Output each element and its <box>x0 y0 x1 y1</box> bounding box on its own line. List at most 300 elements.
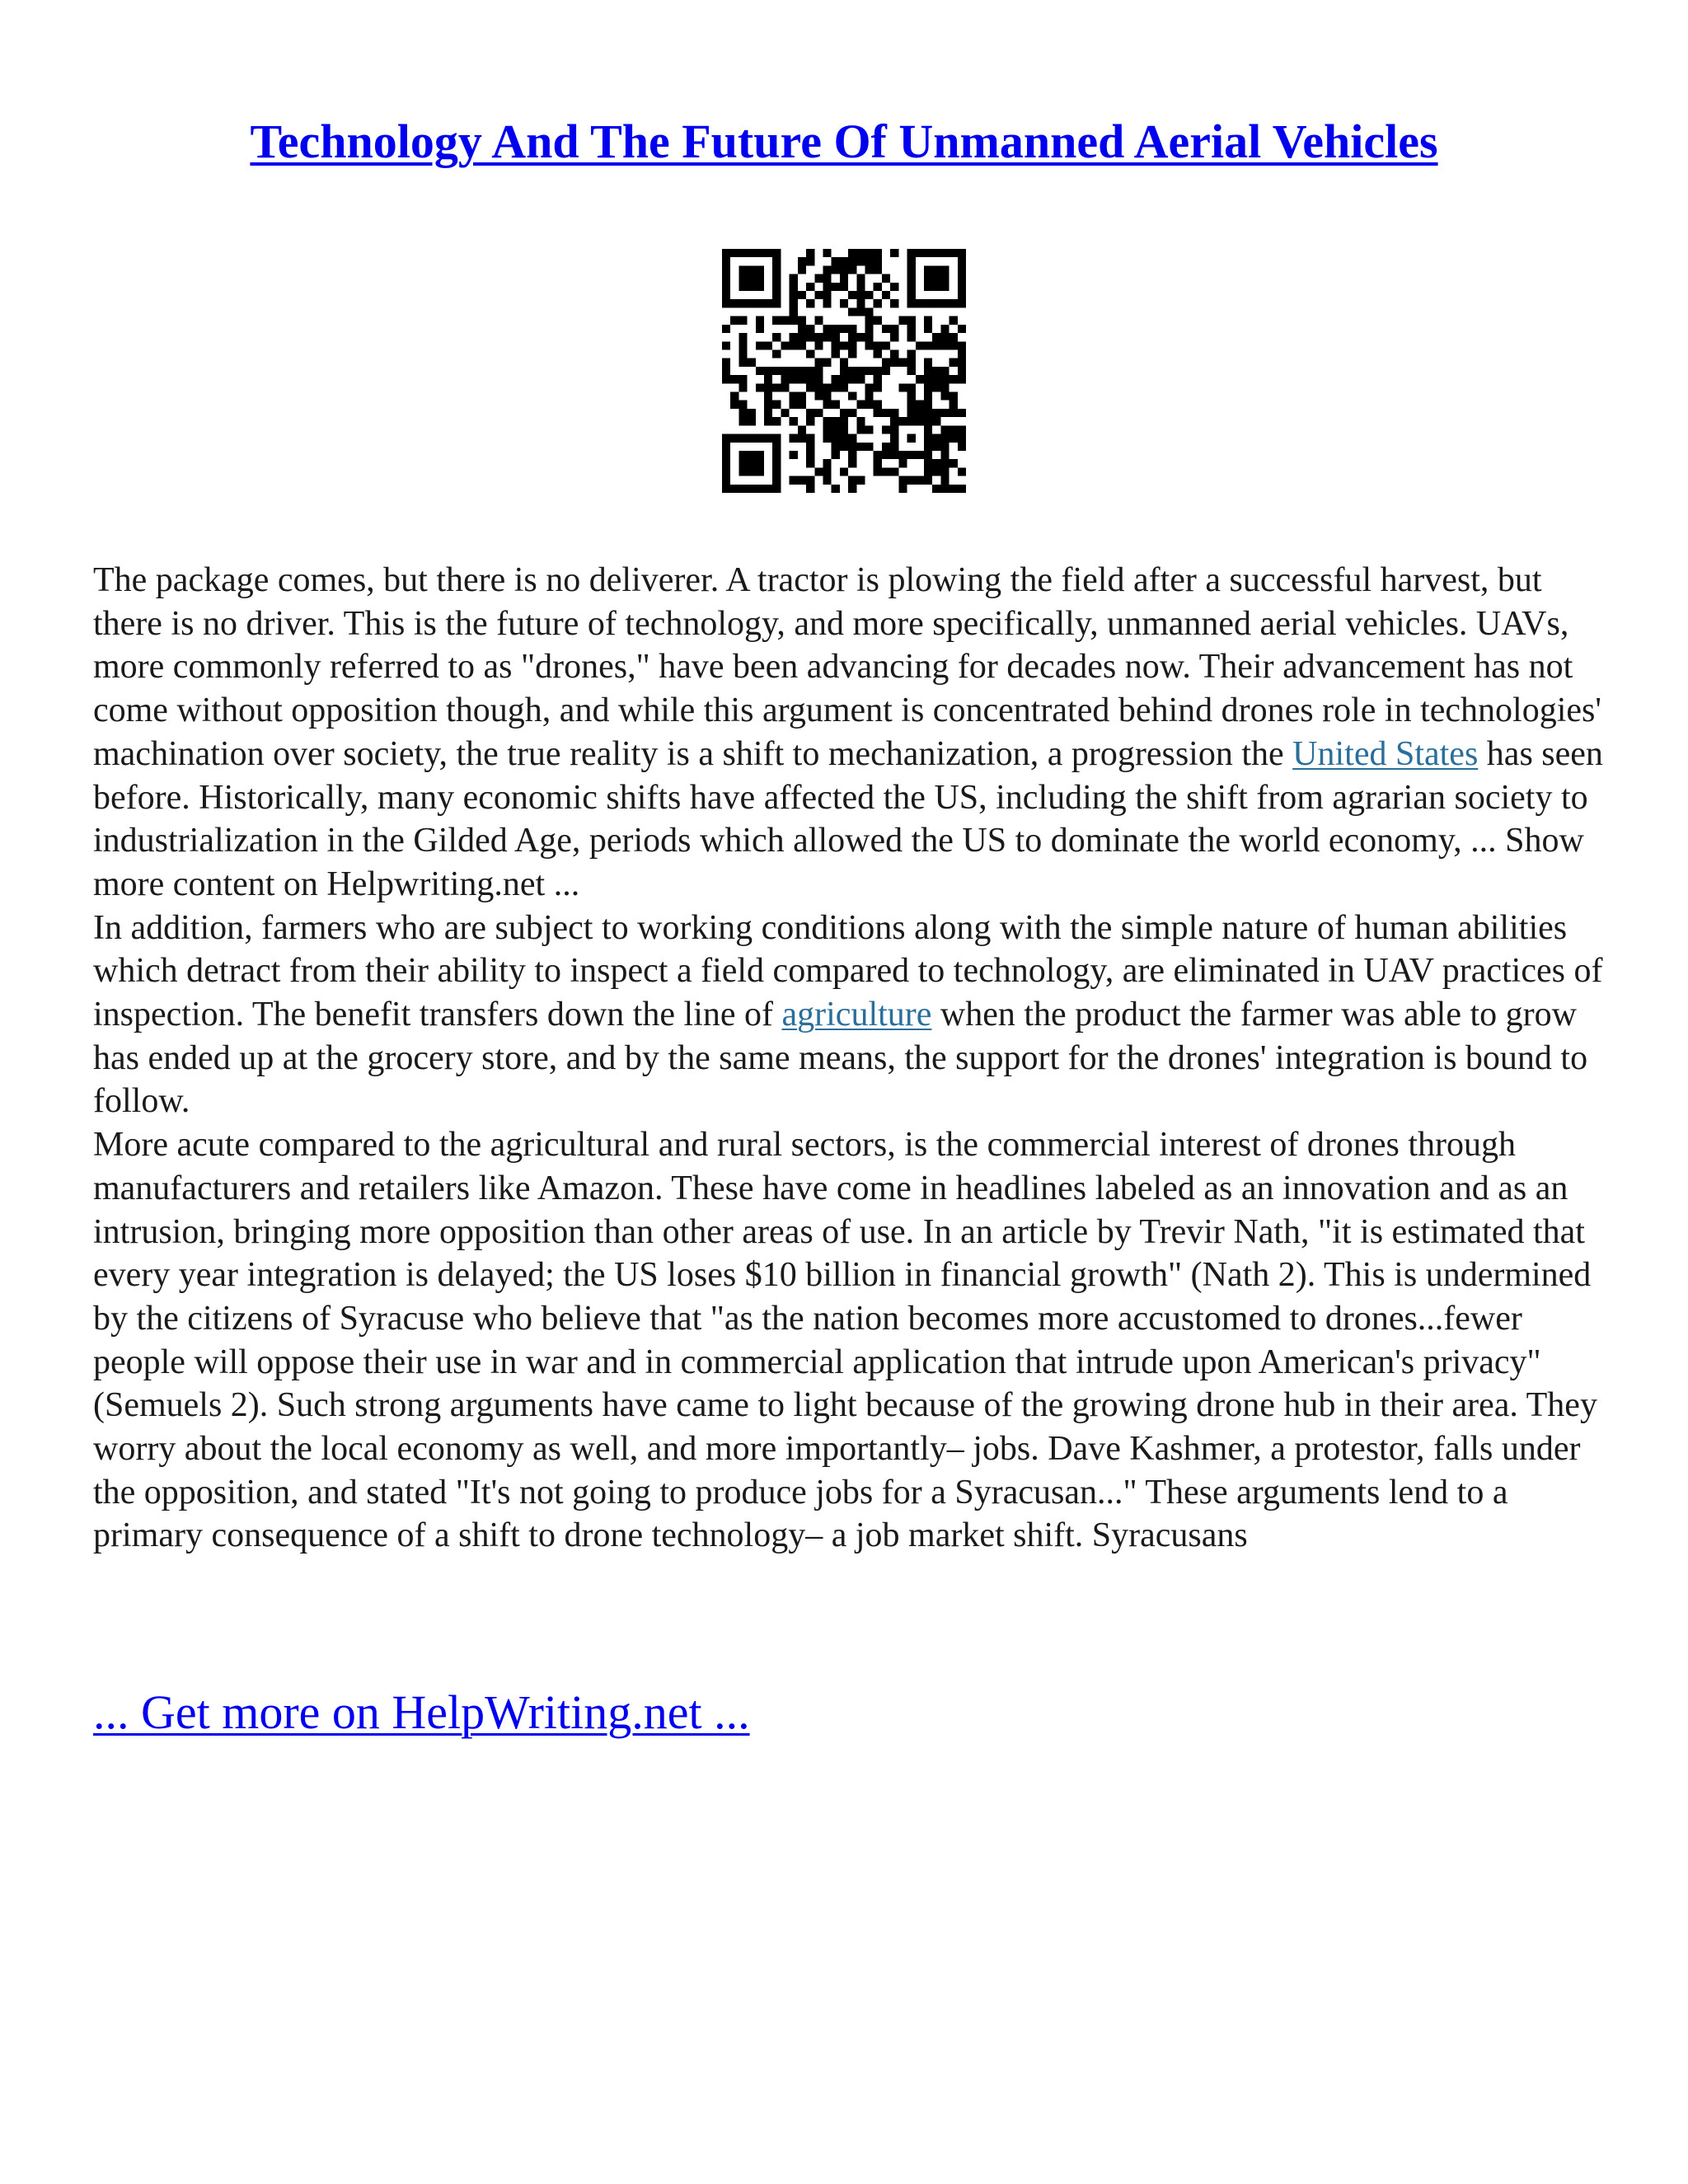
qr-module <box>848 291 856 299</box>
qr-module <box>823 325 831 333</box>
qr-module <box>907 359 916 367</box>
qr-module <box>874 257 882 265</box>
qr-module <box>806 409 814 417</box>
qr-module <box>940 375 949 383</box>
qr-module <box>772 316 781 325</box>
qr-module <box>865 257 874 265</box>
qr-module <box>790 392 798 401</box>
qr-module <box>848 325 856 333</box>
qr-module <box>832 443 840 451</box>
qr-module <box>848 476 856 485</box>
qr-module <box>865 333 874 341</box>
qr-module <box>823 459 831 467</box>
qr-finder-top-right <box>907 249 966 307</box>
qr-module <box>865 425 874 434</box>
qr-module <box>865 325 874 333</box>
qr-module <box>806 333 814 341</box>
qr-module <box>772 401 781 409</box>
qr-module <box>848 459 856 467</box>
qr-module <box>798 341 806 349</box>
qr-module <box>882 451 890 459</box>
qr-module <box>856 443 865 451</box>
qr-module <box>932 383 940 391</box>
qr-module <box>898 316 907 325</box>
qr-module <box>865 291 874 299</box>
qr-module <box>772 349 781 358</box>
qr-module <box>790 476 798 485</box>
qr-module <box>832 283 840 291</box>
qr-module <box>940 467 949 476</box>
qr-module <box>764 417 772 425</box>
qr-module <box>940 367 949 375</box>
qr-module <box>916 341 924 349</box>
qr-module <box>722 375 730 383</box>
qr-module <box>865 307 874 316</box>
qr-module <box>865 392 874 401</box>
qr-module <box>907 476 916 485</box>
qr-module <box>882 359 890 367</box>
qr-module <box>722 341 730 349</box>
qr-module <box>806 434 814 443</box>
qr-module <box>798 476 806 485</box>
qr-module <box>738 333 747 341</box>
qr-module <box>940 476 949 485</box>
qr-module <box>932 409 940 417</box>
qr-module <box>823 333 831 341</box>
qr-module <box>874 409 882 417</box>
qr-module <box>874 249 882 257</box>
qr-module <box>856 425 865 434</box>
qr-module <box>958 443 966 451</box>
qr-module <box>865 249 874 257</box>
qr-module <box>806 443 814 451</box>
qr-module <box>848 341 856 349</box>
qr-module <box>790 333 798 341</box>
qr-module <box>790 434 798 443</box>
qr-module <box>814 333 823 341</box>
qr-module <box>940 434 949 443</box>
qr-module <box>781 409 789 417</box>
qr-module <box>823 401 831 409</box>
qr-module <box>932 459 940 467</box>
qr-module <box>806 383 814 391</box>
qr-module <box>806 349 814 358</box>
qr-module <box>907 401 916 409</box>
qr-module <box>865 265 874 274</box>
qr-module <box>781 375 789 383</box>
qr-module <box>772 383 781 391</box>
qr-module <box>898 476 907 485</box>
paragraph-2 <box>93 907 1610 1124</box>
qr-module <box>840 265 848 274</box>
qr-module <box>840 467 848 476</box>
get-more-link[interactable]: ... Get more on HelpWriting.net ... <box>93 1685 750 1739</box>
qr-module <box>798 325 806 333</box>
qr-module <box>898 459 907 467</box>
qr-module <box>814 383 823 391</box>
qr-module <box>781 367 789 375</box>
qr-module <box>848 333 856 341</box>
qr-module <box>865 367 874 375</box>
qr-module <box>848 249 856 257</box>
qr-module <box>856 375 865 383</box>
qr-module <box>790 316 798 325</box>
qr-module <box>730 392 738 401</box>
qr-module <box>865 316 874 325</box>
qr-module <box>840 257 848 265</box>
qr-module <box>856 417 865 425</box>
qr-module <box>924 316 932 325</box>
qr-module <box>940 485 949 493</box>
qr-module <box>722 367 730 375</box>
qr-module <box>832 325 840 333</box>
qr-module <box>882 443 890 451</box>
qr-alignment-part <box>907 434 916 443</box>
qr-module <box>806 249 814 257</box>
qr-module <box>916 401 924 409</box>
paragraph-3: More acute compared to the agricultural and rural sectors, is the commercial interest of drones through manufacturers and retailers like Amazon. These have come in headlines labeled as an innovation and as an intrusion, bringing more opposition than other areas of use. In an article by Trevir Nath, "it is estimated that every year integration is delayed; the US loses $10 billion in financial growth" (Nath 2). This is undermined by the citizens of Syracuse who believe that "as the nation becomes more accustomed to drones...fewer people will oppose their use in war and in commercial application that intrude upon American's privacy" (Semuels 2). Such strong arguments have came to light because of the growing drone hub in their area. They worry about the local economy as well, and more importantly– jobs. Dave Kashmer, a protestor, falls under the opposition, and stated "It's not going to produce jobs for a Syracusan..." These arguments lend to a primary consequence of a shift to drone technology– a job market shift. Syracusans <box>93 1126 1597 1555</box>
qr-module <box>874 349 882 358</box>
qr-module <box>882 274 890 283</box>
qr-module <box>840 375 848 383</box>
qr-module <box>890 467 898 476</box>
qr-module <box>814 367 823 375</box>
qr-module <box>958 467 966 476</box>
qr-module <box>823 291 831 299</box>
qr-module <box>874 265 882 274</box>
qr-module <box>950 401 958 409</box>
qr-module <box>781 316 789 325</box>
qr-module <box>798 291 806 299</box>
qr-module <box>738 375 747 383</box>
qr-module <box>856 257 865 265</box>
qr-module <box>764 375 772 383</box>
qr-module <box>907 383 916 391</box>
qr-module <box>950 459 958 467</box>
paragraph-1-text-b: has seen before. Historically, many economic shifts have affected the US, including the shift from agrarian society to industrialization in the Gilded Age, periods which allowed the US to dominate the world economy, ... Show more content on Helpwriting.net ... <box>93 734 1603 903</box>
qr-module <box>940 333 949 341</box>
qr-module <box>806 476 814 485</box>
qr-module <box>823 249 831 257</box>
qr-module <box>840 283 848 291</box>
qr-module <box>764 401 772 409</box>
qr-module <box>907 333 916 341</box>
qr-module <box>848 434 856 443</box>
qr-module <box>748 359 756 367</box>
qr-module <box>814 392 823 401</box>
page-title-link[interactable]: Technology And The Future Of Unmanned Aerial Vehicles <box>250 115 1438 168</box>
qr-module <box>798 367 806 375</box>
qr-module <box>790 341 798 349</box>
qr-module <box>823 467 831 476</box>
qr-module <box>764 383 772 391</box>
qr-module <box>907 409 916 417</box>
qr-module <box>840 299 848 307</box>
qr-module <box>738 316 747 325</box>
qr-module <box>722 325 730 333</box>
qr-module <box>832 375 840 383</box>
qr-module <box>832 434 840 443</box>
paragraph-2-text-a: In addition, farmers who are subject to working conditions along with the simple nature of human abilities which detract from their ability to inspect a field compared to technology, are eliminated in UAV practices of inspection. The benefit transfers down the line of <box>93 908 1603 1034</box>
qr-module <box>924 367 932 375</box>
qr-module <box>856 401 865 409</box>
qr-module <box>840 341 848 349</box>
qr-module <box>940 325 949 333</box>
qr-module <box>764 409 772 417</box>
qr-module <box>806 459 814 467</box>
qr-module <box>882 367 890 375</box>
qr-module <box>823 274 831 283</box>
qr-module <box>790 367 798 375</box>
qr-module <box>806 283 814 291</box>
qr-module <box>756 325 764 333</box>
qr-module <box>874 316 882 325</box>
qr-module <box>882 467 890 476</box>
qr-module <box>865 383 874 391</box>
qr-module <box>798 401 806 409</box>
qr-module <box>772 417 781 425</box>
qr-module <box>840 425 848 434</box>
qr-module <box>798 375 806 383</box>
qr-module <box>738 383 747 391</box>
qr-module <box>832 383 840 391</box>
qr-module <box>730 401 738 409</box>
qr-module <box>874 401 882 409</box>
qr-module <box>924 383 932 391</box>
qr-module <box>882 425 890 434</box>
qr-module <box>924 476 932 485</box>
qr-module <box>950 409 958 417</box>
qr-module <box>790 375 798 383</box>
qr-module <box>890 333 898 341</box>
qr-module <box>940 425 949 434</box>
qr-module <box>781 383 789 391</box>
title-container <box>0 114 1688 169</box>
qr-module <box>865 443 874 451</box>
qr-module <box>874 459 882 467</box>
qr-module <box>907 325 916 333</box>
qr-module <box>738 417 747 425</box>
agriculture-link[interactable]: agriculture <box>781 996 932 1034</box>
qr-module <box>907 349 916 358</box>
qr-module <box>814 316 823 325</box>
qr-module <box>950 359 958 367</box>
qr-module <box>832 341 840 349</box>
qr-module <box>848 451 856 459</box>
qr-module <box>958 367 966 375</box>
qr-module <box>848 409 856 417</box>
qr-module <box>958 325 966 333</box>
qr-module <box>806 257 814 265</box>
qr-module <box>950 485 958 493</box>
qr-module <box>958 349 966 358</box>
qr-module <box>950 341 958 349</box>
qr-module <box>916 476 924 485</box>
qr-module <box>932 467 940 476</box>
qr-module <box>848 443 856 451</box>
qr-module <box>890 409 898 417</box>
qr-module <box>874 451 882 459</box>
qr-module <box>890 349 898 358</box>
paragraph-2-text-b: when the product the farmer was able to grow has ended up at the grocery store, and by the same means, the support for the drones' integration is bound to follow. <box>93 996 1588 1121</box>
qr-module <box>832 485 840 493</box>
qr-module <box>764 392 772 401</box>
qr-module <box>924 375 932 383</box>
qr-module <box>924 467 932 476</box>
qr-module <box>823 417 831 425</box>
qr-module <box>748 409 756 417</box>
qr-module <box>814 409 823 417</box>
qr-module <box>823 283 831 291</box>
qr-module <box>814 341 823 349</box>
qr-module <box>798 265 806 274</box>
qr-module <box>856 307 865 316</box>
qr-module <box>832 349 840 358</box>
qr-module <box>840 367 848 375</box>
qr-module <box>958 375 966 383</box>
qr-module <box>730 316 738 325</box>
qr-module <box>932 367 940 375</box>
qr-module <box>848 257 856 265</box>
qr-module <box>823 359 831 367</box>
qr-code-icon <box>722 249 966 493</box>
qr-module <box>874 283 882 291</box>
qr-module <box>856 476 865 485</box>
paragraph-1-text-a: The package comes, but there is no deliverer. A tractor is plowing the field after a successful harvest, but there is no driver. This is the future of technology, and more specifically, unmanned aerial vehicles. UAVs, more commonly referred to as "drones," have been advancing for decades now. Their advancement has not come without opposition though, and while this argument is concentrated behind drones role in technologies' machination over society, the true reality is a shift to mechanization, a progression the <box>93 561 1601 773</box>
qr-module <box>882 325 890 333</box>
qr-module <box>772 367 781 375</box>
qr-module <box>840 443 848 451</box>
qr-module <box>790 299 798 307</box>
qr-module <box>806 417 814 425</box>
qr-module <box>806 325 814 333</box>
qr-module <box>898 383 907 391</box>
qr-module <box>848 392 856 401</box>
qr-module <box>950 434 958 443</box>
qr-module <box>790 451 798 459</box>
qr-module <box>856 249 865 257</box>
qr-module <box>856 367 865 375</box>
qr-module <box>832 333 840 341</box>
qr-module <box>840 274 848 283</box>
qr-module <box>924 325 932 333</box>
qr-module <box>840 417 848 425</box>
qr-module <box>814 274 823 283</box>
qr-module <box>958 434 966 443</box>
qr-module <box>840 325 848 333</box>
qr-module <box>730 375 738 383</box>
qr-module <box>748 417 756 425</box>
qr-module <box>932 341 940 349</box>
qr-module <box>848 307 856 316</box>
qr-module <box>814 359 823 367</box>
qr-module <box>848 349 856 358</box>
qr-module <box>756 316 764 325</box>
qr-module <box>950 392 958 401</box>
qr-module <box>738 409 747 417</box>
qr-module <box>924 359 932 367</box>
qr-module <box>882 291 890 299</box>
qr-module <box>840 383 848 391</box>
qr-module <box>832 451 840 459</box>
qr-module <box>823 476 831 485</box>
qr-module <box>790 401 798 409</box>
qr-module <box>890 283 898 291</box>
qr-finder-bottom-left <box>722 434 781 493</box>
qr-module <box>958 341 966 349</box>
qr-module <box>940 443 949 451</box>
qr-module <box>898 359 907 367</box>
qr-module <box>840 434 848 443</box>
qr-module <box>916 409 924 417</box>
qr-module <box>856 291 865 299</box>
qr-module <box>823 383 831 391</box>
qr-module <box>823 265 831 274</box>
qr-module <box>907 316 916 325</box>
qr-module <box>932 485 940 493</box>
paragraph-1 <box>93 559 1610 907</box>
qr-module <box>798 425 806 434</box>
qr-module <box>890 249 898 257</box>
qr-module <box>764 367 772 375</box>
qr-module <box>790 307 798 316</box>
qr-module <box>832 425 840 434</box>
qr-module <box>756 367 764 375</box>
qr-module <box>932 443 940 451</box>
qr-module <box>874 341 882 349</box>
qr-module <box>832 401 840 409</box>
qr-module <box>958 425 966 434</box>
qr-module <box>940 383 949 391</box>
qr-module <box>738 341 747 349</box>
qr-module <box>958 359 966 367</box>
qr-module <box>950 375 958 383</box>
qr-module <box>756 383 764 391</box>
qr-module <box>823 434 831 443</box>
qr-module <box>932 417 940 425</box>
qr-module <box>738 349 747 358</box>
qr-module <box>932 434 940 443</box>
qr-module <box>856 283 865 291</box>
qr-module <box>874 467 882 476</box>
qr-module <box>907 367 916 375</box>
qr-module <box>806 299 814 307</box>
qr-module <box>874 299 882 307</box>
qr-module <box>916 375 924 383</box>
qr-module <box>950 333 958 341</box>
qr-module <box>882 341 890 349</box>
qr-module <box>848 375 856 383</box>
qr-module <box>932 333 940 341</box>
united-states-link[interactable]: United States <box>1292 734 1479 773</box>
qr-module <box>798 257 806 265</box>
qr-module <box>814 467 823 476</box>
qr-module <box>738 401 747 409</box>
qr-module <box>790 291 798 299</box>
qr-module <box>832 265 840 274</box>
qr-module <box>865 341 874 349</box>
qr-finder-top-left <box>722 249 781 307</box>
qr-module <box>940 459 949 467</box>
qr-module <box>722 359 730 367</box>
article-body <box>93 559 1610 1558</box>
qr-module <box>932 375 940 383</box>
qr-module <box>823 425 831 434</box>
qr-module <box>874 383 882 391</box>
qr-module <box>772 333 781 341</box>
qr-module <box>738 359 747 367</box>
qr-module <box>840 409 848 417</box>
